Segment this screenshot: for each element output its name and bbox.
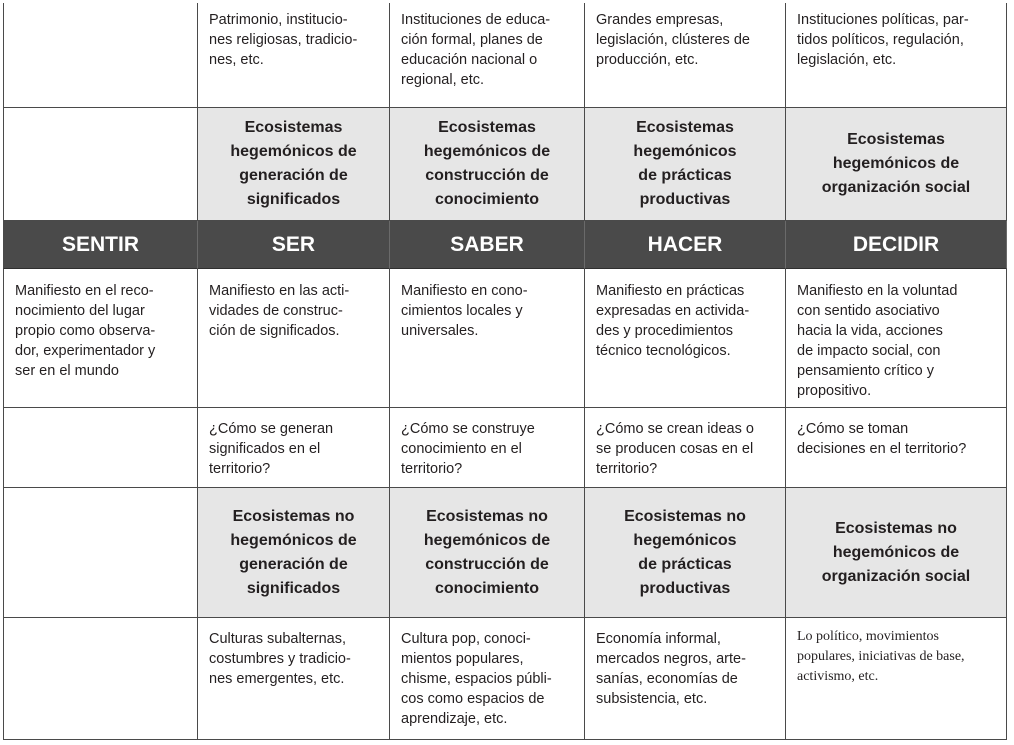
row-dimension-headers [3,221,1007,269]
cell-ser-non-hegemonic-ecosystem: Ecosistemas no hegemónicos de generación de significados [198,488,390,618]
cell-hacer-question: ¿Cómo se crean ideas o se producen cosas en el territorio? [585,408,786,488]
ecosystems-table [3,3,1007,740]
header-saber: SABER [390,221,585,269]
cell-hacer-non-hegemonic-examples: Economía informal, mercados negros, arte- sanías, economías de subsistencia, etc. [585,618,786,740]
cell-saber-hegemonic-examples: Instituciones de educa- ción formal, planes de educación nacional o regional, etc. [390,3,585,108]
cell-empty [3,408,198,488]
cell-decidir-hegemonic-ecosystem: Ecosistemas hegemónicos de organización social [786,108,1007,221]
cell-ser-hegemonic-ecosystem: Ecosistemas hegemónicos de generación de significados [198,108,390,221]
row-hegemonic-examples [3,3,1007,108]
cell-decidir-question: ¿Cómo se toman decisiones en el territorio? [786,408,1007,488]
cell-saber-hegemonic-ecosystem: Ecosistemas hegemónicos de construcción de conocimiento [390,108,585,221]
cell-empty [3,488,198,618]
cell-empty [3,108,198,221]
header-hacer: HACER [585,221,786,269]
cell-hacer-hegemonic-examples: Grandes empresas, legislación, clústeres de producción, etc. [585,3,786,108]
header-ser: SER [198,221,390,269]
cell-ser-non-hegemonic-examples: Culturas subalternas, costumbres y tradicio- nes emergentes, etc. [198,618,390,740]
cell-ser-hegemonic-examples: Patrimonio, institucio- nes religiosas, tradicio- nes, etc. [198,3,390,108]
header-sentir: SENTIR [3,221,198,269]
cell-hacer-hegemonic-ecosystem: Ecosistemas hegemónicos de prácticas productivas [585,108,786,221]
cell-decidir-non-hegemonic-ecosystem: Ecosistemas no hegemónicos de organización social [786,488,1007,618]
cell-ser-question: ¿Cómo se generan significados en el territorio? [198,408,390,488]
cell-saber-manifest: Manifiesto en cono- cimientos locales y universales. [390,269,585,408]
row-questions [3,408,1007,488]
cell-empty [3,3,198,108]
header-decidir: DECIDIR [786,221,1007,269]
cell-decidir-non-hegemonic-examples: Lo político, movimientos populares, iniciativas de base, activismo, etc. [786,618,1007,740]
cell-saber-question: ¿Cómo se construye conocimiento en el territorio? [390,408,585,488]
cell-sentir-manifest: Manifiesto en el reco- nocimiento del lugar propio como observa- dor, experimentador y ser en el mundo [3,269,198,408]
row-non-hegemonic-ecosystems [3,488,1007,618]
row-non-hegemonic-examples [3,618,1007,740]
cell-hacer-non-hegemonic-ecosystem: Ecosistemas no hegemónicos de prácticas productivas [585,488,786,618]
cell-hacer-manifest: Manifiesto en prácticas expresadas en activida- des y procedimientos técnico tecnológicos. [585,269,786,408]
cell-decidir-hegemonic-examples: Instituciones políticas, par- tidos políticos, regulación, legislación, etc. [786,3,1007,108]
row-hegemonic-ecosystems [3,108,1007,221]
cell-empty [3,618,198,740]
cell-saber-non-hegemonic-examples: Cultura pop, conoci- mientos populares, chisme, espacios públi- cos como espacios de aprendizaje, etc. [390,618,585,740]
cell-decidir-manifest: Manifiesto en la voluntad con sentido asociativo hacia la vida, acciones de impacto social, con pensamiento crítico y propositivo. [786,269,1007,408]
cell-ser-manifest: Manifiesto en las acti- vidades de construc- ción de significados. [198,269,390,408]
cell-saber-non-hegemonic-ecosystem: Ecosistemas no hegemónicos de construcción de conocimiento [390,488,585,618]
row-manifest [3,269,1007,408]
